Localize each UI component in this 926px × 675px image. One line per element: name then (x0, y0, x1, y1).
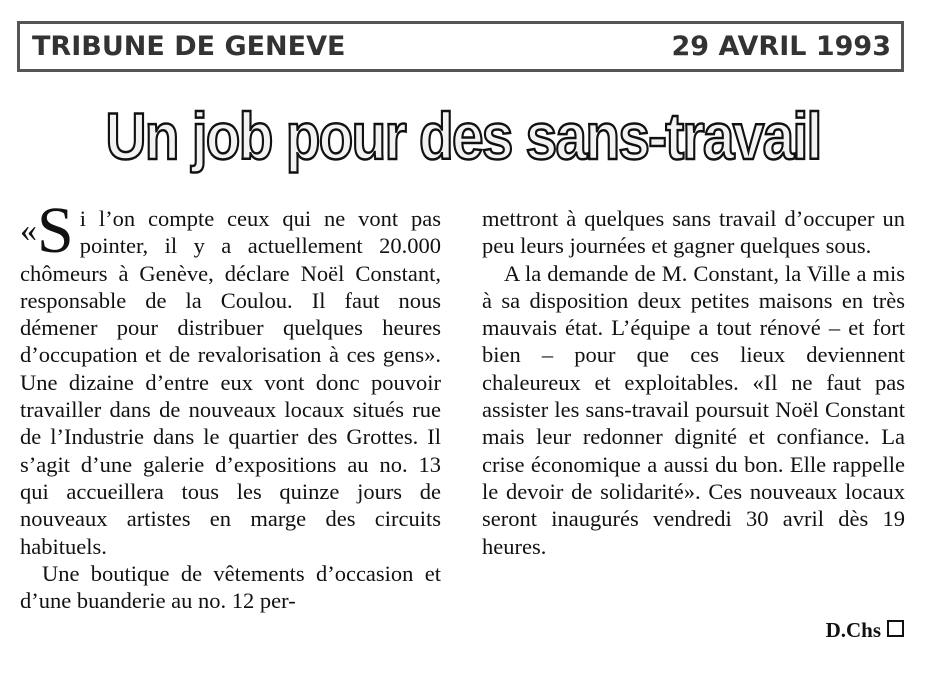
author-signature (826, 618, 904, 643)
article-paragraph: Une boutique de vêtements d’occasion et d’une buanderie au no. 12 per- (20, 560, 441, 614)
publication-name: TRIBUNE DE GENEVE (32, 31, 346, 62)
end-mark-icon (887, 620, 904, 637)
paragraph-text: i l’on compte ceux qui ne vont pas pointer, il y a actuellement 20.000 chômeurs à Genève, déclare Noël Constant, responsable de la Coulou. Il faut nous démener pour distribuer quelques heures d’occupation et de revalorisation à ces gens». Une dizaine d’entre eux vont donc pouvoir travailler dans de nouveaux locaux situés rue de l’Industrie dans le quartier des Grottes. Il s’agit d’une galerie d’expositions au no. 13 qui accueillera tous les quinze jours de nouveaux artistes en marge des circuits habituels. (20, 206, 441, 559)
drop-cap-quote: « (20, 212, 37, 249)
article-column-2 (482, 205, 905, 560)
article-paragraph: A la demande de M. Constant, la Ville a mis à sa disposition deux petites maisons en très mauvais état. L’équipe a tout rénové – et fort bien – pour que ces lieux deviennent chaleureux et exploitables. «Il ne faut pas assister les sans-travail poursuit Noël Constant mais leur redonner dignité et confiance. La crise économique a aussi du bon. Elle rappelle le devoir de solidarité». Ces nouveaux locaux seront inaugurés vendredi 30 avril dès 19 heures. (482, 260, 905, 559)
drop-cap-letter: S (37, 194, 74, 267)
publication-date: 29 AVRIL 1993 (671, 31, 891, 62)
article-paragraph: mettront à quelques sans travail d’occuper un peu leurs journées et gagner quelques sous. (482, 206, 905, 259)
article-paragraph (20, 194, 441, 560)
masthead-box (17, 21, 904, 72)
author-initials: D.Chs (825, 618, 881, 642)
headline: Un job pour des sans-travail (105, 99, 821, 173)
drop-cap (20, 194, 74, 267)
article-column-1 (20, 194, 441, 614)
